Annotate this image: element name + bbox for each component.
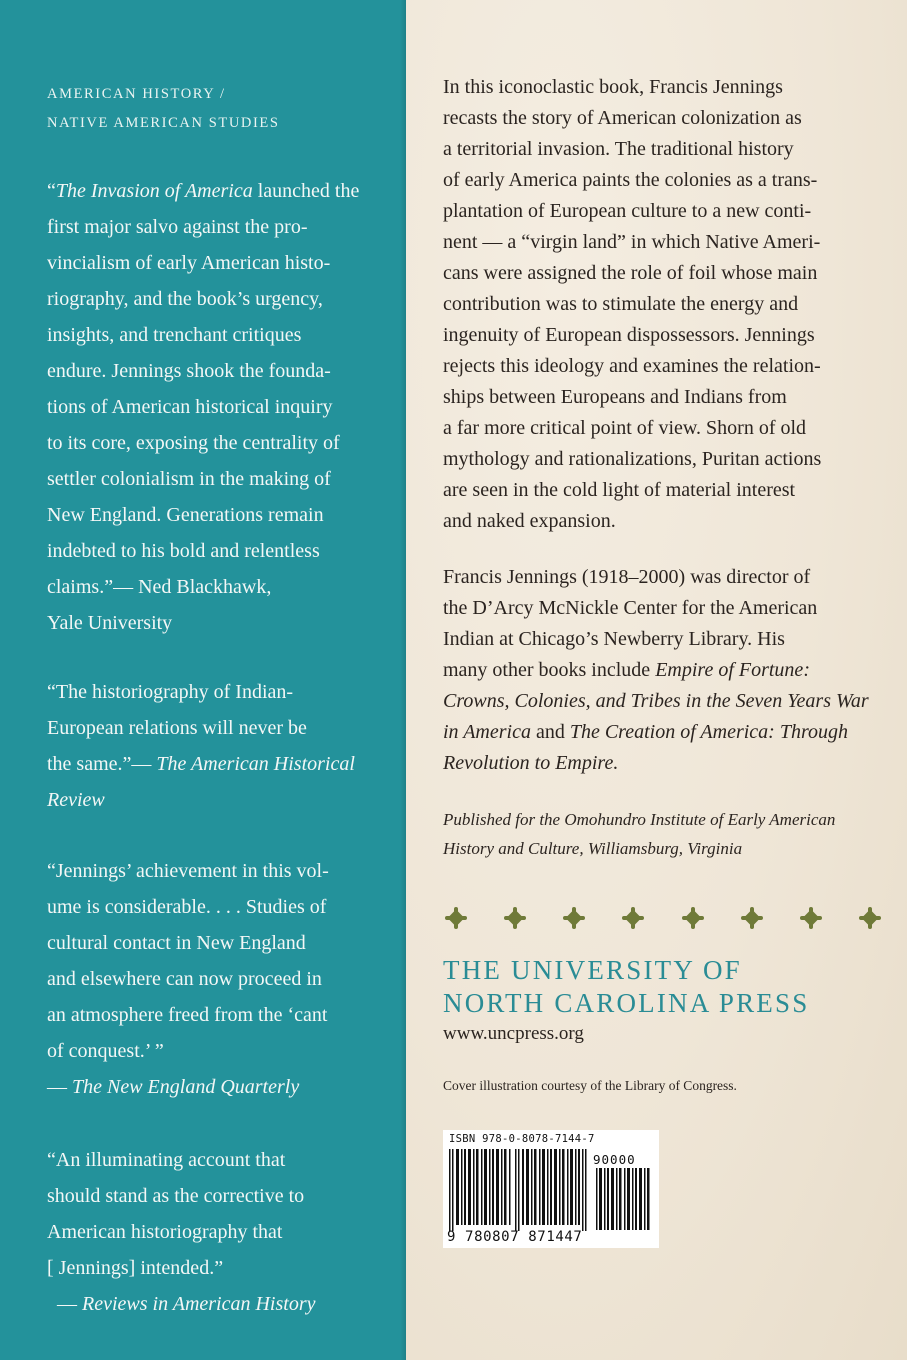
blurb-blackhawk: “The Invasion of America launched the first major salvo against the pro- vincialism of early American histo- riography, and the book’s urgency, insights, and trenchant critiques endure. Jennings shook the founda- tions of American historical inquiry to its core, exposing the centrality of settler colonialism in the making of New England. Generations remain indebted to his bold and relentless claims.”— Ned Blackhawk, Yale University — [47, 180, 360, 634]
barcode-bars-icon — [447, 1149, 591, 1231]
cover-credit: Cover illustration courtesy of the Library of Congress. — [443, 1078, 737, 1093]
fleuron-icon — [680, 905, 706, 931]
isbn-text: ISBN 978-0-8078-7144-7 — [449, 1133, 595, 1145]
ornament-row — [443, 905, 883, 935]
fleuron-icon — [443, 905, 469, 931]
blurb-american-historical-review: “The historiography of Indian- European relations will never be the same.”— The American Historical Review — [47, 681, 355, 811]
fleuron-icon — [502, 905, 528, 931]
fleuron-icon — [739, 905, 765, 931]
fleuron-icon — [620, 905, 646, 931]
addon-bars-icon — [595, 1168, 653, 1230]
publisher-name: THE UNIVERSITY OF NORTH CAROLINA PRESS — [443, 955, 810, 1018]
blurb-new-england-quarterly: “Jennings’ achievement in this vol- ume is considerable. . . . Studies of cultural contact in New England and elsewhere can now proceed in an atmosphere freed from the ‘cant of conquest.’ ” — The New England Quarterly — [47, 860, 329, 1098]
barcode-digits: 9 780807 871447 — [447, 1229, 583, 1245]
publisher-url[interactable]: www.uncpress.org — [443, 1023, 584, 1044]
author-bio: Francis Jennings (1918–2000) was director of the D’Arcy McNickle Center for the American Indian at Chicago’s Newberry Library. His many other books include Empire of Fortune: Crowns, Colonies, and Tribes in the Seven Years War in America and The Creation of America: Through Revolution to Empire. — [443, 566, 869, 774]
publisher-note: Published for the Omohundro Institute of Early American History and Culture, Williamsburg, Virginia — [443, 810, 836, 858]
fleuron-icon — [857, 905, 883, 931]
book-description: In this iconoclastic book, Francis Jennings recasts the story of American colonization as a territorial invasion. The traditional history of early America paints the colonies as a trans- plantation of European culture to a new conti- nent — a “virgin land” in which Native Ameri- cans were assigned the role of foil whose main contribution was to stimulate the energy and ingenuity of European dispossessors. Jennings rejects this ideology and examines the relation- ships between Europeans and Indians from a far more critical point of view. Shorn of old mythology and rationalizations, Puritan actions are seen in the cold light of material interest and naked expansion. — [443, 76, 822, 532]
price-addon-text: 90000 — [593, 1152, 636, 1167]
fleuron-icon — [798, 905, 824, 931]
fleuron-icon — [561, 905, 587, 931]
blurb-reviews-in-american-history: “An illuminating account that should stand as the corrective to American historiography that [ Jennings] intended.” — Reviews in American History — [47, 1149, 316, 1315]
subject-category: AMERICAN HISTORY / NATIVE AMERICAN STUDIES — [47, 86, 280, 131]
isbn-barcode — [443, 1130, 659, 1248]
